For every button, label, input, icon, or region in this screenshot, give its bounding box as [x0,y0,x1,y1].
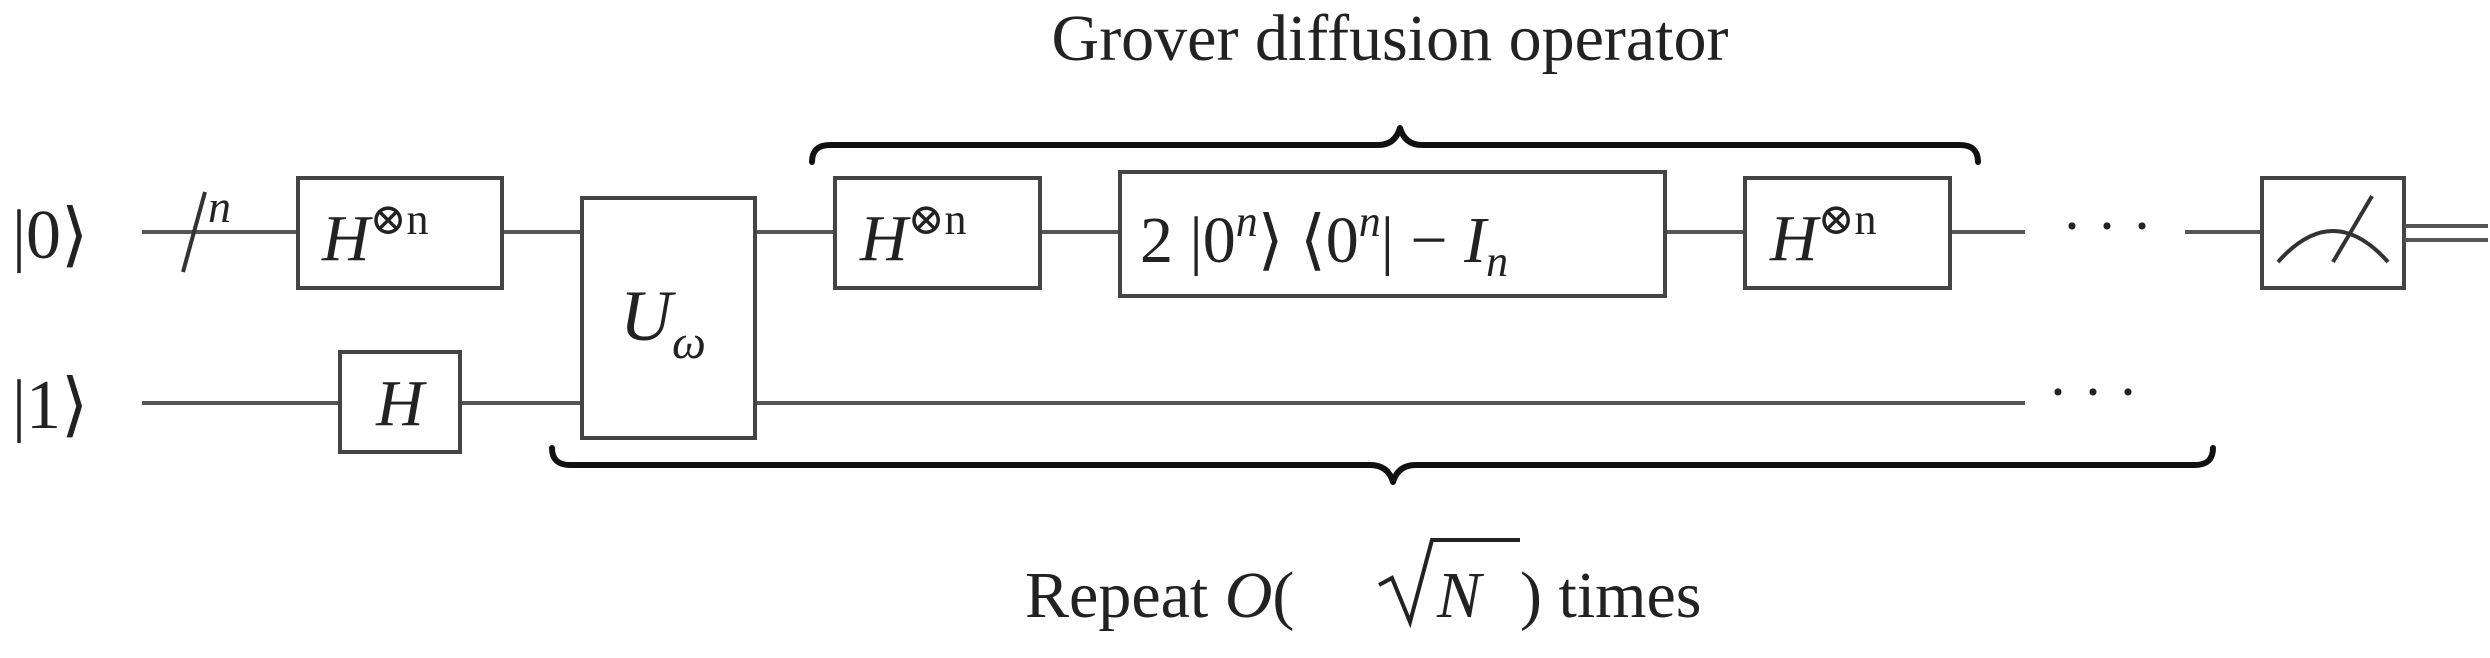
repeat-brace [552,448,2213,482]
svg-text:H⊗n: $H^{\otimes n}$ [1770,195,1877,275]
hadamard-gate [340,352,460,452]
qubit-1-ellipsis: · · · [2048,359,2138,425]
diffusion-brace [812,128,1978,162]
svg-text:2 |0n⟩ ⟨0n| − In: 2 |0$^n$⟩ $⟨0^n| - I_n$ [1140,197,1509,286]
svg-text:H: H [376,367,424,440]
svg-text:H⊗n: $H^{\otimes n}$ [322,195,429,275]
svg-text:H⊗n: $H^{\otimes n}$ [860,195,967,275]
svg-text:Uω: $U_\omega$ [620,276,706,369]
qubit-1-label: |1⟩ [12,367,89,444]
svg-text:N: N [1437,559,1482,632]
qubit-0-label: |0⟩ [12,197,89,274]
oracle-gate [582,198,755,438]
svg-text:) times: ) times [1520,559,1702,632]
diffusion-title: Grover diffusion operator [1051,2,1729,75]
hadamard-n-gate-2 [835,178,1040,288]
bus-label: n [208,181,231,232]
qubit-0-ellipsis: · · · [2062,193,2152,259]
svg-text:Repeat O(: Repeat O( [1025,559,1295,632]
hadamard-n-gate-3 [1745,178,1950,288]
reflection-gate [1120,172,1665,296]
hadamard-n-gate-1 [298,178,502,288]
measurement-icon [2262,178,2488,288]
repeat-caption [1025,540,1701,632]
